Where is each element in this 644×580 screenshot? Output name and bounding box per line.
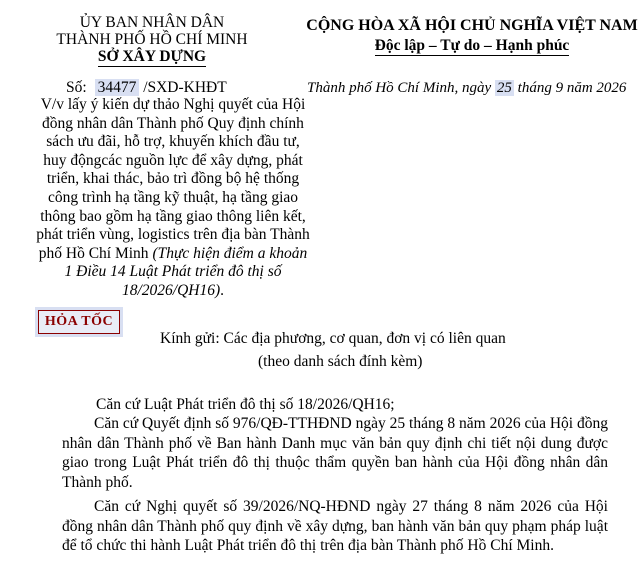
date-prefix: Thành phố Hồ Chí Minh, ngày (307, 80, 492, 96)
body-paragraph-3: Căn cứ Nghị quyết số 39/2026/NQ-HĐND ngày 27 tháng 8 năm 2026 của Hội đồng nhân dân Thành phố quy định về xây dựng, ban hành văn bản quy phạm pháp luật để tổ chức thi hành Luật Phát triển đô thị trên địa bàn Thành phố Hồ Chí Minh. (62, 498, 608, 554)
subject-text: V/v lấy ý kiến dự thảo Nghị quyết của Hội đồng nhân dân Thành phố Quy định chính sách ưu đãi, hỗ trợ, khuyến khích đầu tư, huy độngcác nguồn lực để xây dựng, phát triển, khai thác, bảo trì đồng bộ hệ thống công trình hạ tầng kỹ thuật, hạ tầng giao thông bao gồm hạ tầng giao thông liên kết, phát triển vùng, logistics trên địa bàn Thành phố Hồ Chí Minh (36, 96, 310, 262)
urgency-stamp: HỎA TỐC (38, 310, 120, 334)
recipients-note: (theo danh sách đính kèm) (258, 353, 423, 370)
agency-line-1: ỦY BAN NHÂN DÂN (79, 14, 225, 31)
subject-italic: (Thực hiện điểm a khoản 1 Điều 14 Luật Phát triển đô thị số 18/2026/QH16) (64, 244, 308, 299)
subject-line (34, 96, 312, 301)
date-rest: tháng 9 năm 2026 (517, 80, 627, 96)
body-paragraph-1: Căn cứ Luật Phát triển đô thị số 18/2026/QH16; (96, 396, 395, 413)
national-motto-header (300, 16, 644, 56)
body-paragraph-2: Căn cứ Quyết định số 976/QĐ-TTHĐND ngày 25 tháng 8 năm 2026 của Hội đồng nhân dân Thành phố về Ban hành Danh mục văn bản quy định chi tiết nội dung được giao trong Luật Phát triển đô thị thuộc thẩm quyền ban hành của Hội đồng nhân dân Thành phố. (62, 415, 608, 491)
motto: Độc lập – Tự do – Hạnh phúc (374, 37, 570, 54)
national-title: CỘNG HÒA XÃ HỘI CHỦ NGHĨA VIỆT NAM (306, 17, 638, 34)
doc-number-label: Số: (66, 79, 87, 96)
doc-number-suffix: /SXD-KHĐT (143, 79, 227, 96)
doc-number-value: 34477 (95, 79, 140, 96)
date-line (307, 80, 626, 97)
issuing-agency-header (30, 14, 274, 65)
agency-name: SỞ XÂY DỰNG (97, 48, 207, 65)
document-number (66, 79, 227, 97)
recipients-line: Kính gửi: Các địa phương, cơ quan, đơn vị có liên quan (160, 330, 506, 347)
subject-end: . (220, 281, 225, 299)
date-day: 25 (496, 80, 512, 96)
agency-line-2: THÀNH PHỐ HỒ CHÍ MINH (56, 31, 248, 48)
